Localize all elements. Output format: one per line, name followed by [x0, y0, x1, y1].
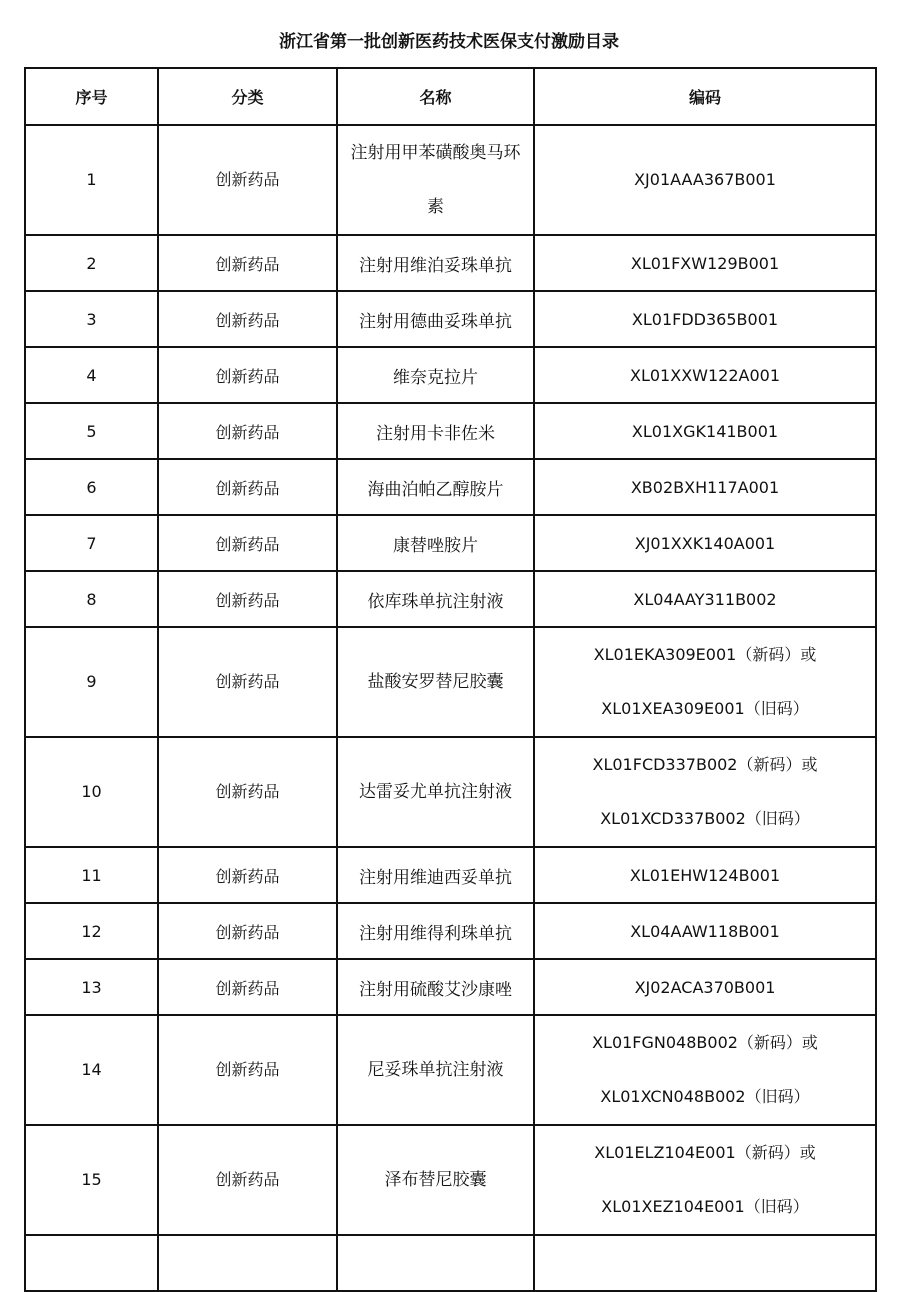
row-category: 创新药品 [158, 125, 337, 235]
row-name: 注射用维泊妥珠单抗 [337, 235, 534, 291]
table-row [25, 403, 876, 459]
document-title: 浙江省第一批创新医药技术医保支付激励目录 [279, 32, 619, 52]
row-code [534, 347, 876, 403]
row-code [534, 459, 876, 515]
row-category: 创新药品 [158, 1125, 337, 1235]
row-name: 泽布替尼胶囊 [337, 1125, 534, 1235]
row-index: 6 [25, 459, 158, 515]
row-name: 注射用德曲妥珠单抗 [337, 291, 534, 347]
row-index: 7 [25, 515, 158, 571]
row-category: 创新药品 [158, 291, 337, 347]
table-row [25, 903, 876, 959]
table-row [25, 1015, 876, 1125]
row-name: 达雷妥尤单抗注射液 [337, 737, 534, 847]
row-index: 8 [25, 571, 158, 627]
header-index: 序号 [25, 68, 158, 125]
row-category: 创新药品 [158, 515, 337, 571]
row-index: 3 [25, 291, 158, 347]
row-name: 注射用硫酸艾沙康唑 [337, 959, 534, 1015]
row-code [534, 737, 876, 847]
row-index: 12 [25, 903, 158, 959]
code-line: XL04AAY311B002 [633, 589, 777, 609]
code-line: XL04AAW118B001 [630, 921, 780, 941]
row-category: 创新药品 [158, 737, 337, 847]
code-line: XL01FXW129B001 [630, 253, 780, 273]
row-code [534, 125, 876, 235]
code-line: XL01XEA309E001（旧码） [601, 699, 809, 718]
row-name: 盐酸安罗替尼胶囊 [337, 627, 534, 737]
row-code [534, 1015, 876, 1125]
row-category: 创新药品 [158, 627, 337, 737]
row-index: 13 [25, 959, 158, 1015]
header-category: 分类 [158, 68, 337, 125]
table-row-partial [25, 1235, 876, 1291]
row-category: 创新药品 [158, 571, 337, 627]
table-row [25, 235, 876, 291]
row-index: 11 [25, 847, 158, 903]
table-row [25, 459, 876, 515]
row-index: 10 [25, 737, 158, 847]
empty-cell [337, 1235, 534, 1291]
table-row [25, 959, 876, 1015]
code-line: XL01XCD337B002（旧码） [600, 809, 810, 828]
header-name: 名称 [337, 68, 534, 125]
code-line: XB02BXH117A001 [630, 477, 780, 497]
row-code [534, 903, 876, 959]
code-line: XL01XEZ104E001（旧码） [601, 1197, 809, 1216]
row-code [534, 403, 876, 459]
row-code [534, 1125, 876, 1235]
empty-cell [534, 1235, 876, 1291]
code-line: XL01FDD365B001 [631, 309, 779, 329]
row-index: 2 [25, 235, 158, 291]
row-category: 创新药品 [158, 959, 337, 1015]
row-category: 创新药品 [158, 403, 337, 459]
row-name: 注射用卡非佐米 [337, 403, 534, 459]
row-code [534, 291, 876, 347]
code-line: XL01FGN048B002（新码）或 [592, 1033, 818, 1052]
row-index: 9 [25, 627, 158, 737]
row-name: 注射用维迪西妥单抗 [337, 847, 534, 903]
row-name: 依库珠单抗注射液 [337, 571, 534, 627]
row-code [534, 847, 876, 903]
row-name: 海曲泊帕乙醇胺片 [337, 459, 534, 515]
code-line: XL01FCD337B002（新码）或 [592, 755, 818, 774]
table-row [25, 737, 876, 847]
row-category: 创新药品 [158, 347, 337, 403]
code-line: XL01ELZ104E001（新码）或 [594, 1143, 816, 1162]
table-row [25, 125, 876, 235]
code-line: XJ01AAA367B001 [634, 170, 776, 189]
row-category: 创新药品 [158, 235, 337, 291]
row-name: 康替唑胺片 [337, 515, 534, 571]
table-header-row [25, 68, 876, 125]
table-row [25, 347, 876, 403]
row-category: 创新药品 [158, 847, 337, 903]
row-category: 创新药品 [158, 1015, 337, 1125]
header-code: 编码 [534, 68, 876, 125]
table-row [25, 1125, 876, 1235]
row-category: 创新药品 [158, 459, 337, 515]
table-row [25, 515, 876, 571]
row-name: 维奈克拉片 [337, 347, 534, 403]
row-category: 创新药品 [158, 903, 337, 959]
table-row [25, 627, 876, 737]
row-index: 14 [25, 1015, 158, 1125]
row-name: 注射用甲苯磺酸奥马环素 [337, 125, 534, 235]
row-index: 5 [25, 403, 158, 459]
empty-cell [158, 1235, 337, 1291]
code-line: XL01XGK141B001 [631, 421, 779, 441]
table-row [25, 847, 876, 903]
row-code [534, 235, 876, 291]
code-line: XL01XCN048B002（旧码） [600, 1087, 810, 1106]
row-index: 4 [25, 347, 158, 403]
row-name: 注射用维得利珠单抗 [337, 903, 534, 959]
row-name: 尼妥珠单抗注射液 [337, 1015, 534, 1125]
row-code [534, 571, 876, 627]
row-code [534, 515, 876, 571]
row-index: 1 [25, 125, 158, 235]
row-index: 15 [25, 1125, 158, 1235]
table-row [25, 571, 876, 627]
code-line: XL01EHW124B001 [629, 865, 781, 885]
row-code [534, 959, 876, 1015]
catalog-table [24, 67, 877, 1292]
code-line: XJ02ACA370B001 [634, 977, 776, 997]
table-body [25, 125, 876, 1291]
code-line: XL01EKA309E001（新码）或 [593, 645, 817, 664]
table-row [25, 291, 876, 347]
code-line: XJ01XXK140A001 [634, 533, 776, 553]
empty-cell [25, 1235, 158, 1291]
row-code [534, 627, 876, 737]
code-line: XL01XXW122A001 [630, 365, 780, 385]
